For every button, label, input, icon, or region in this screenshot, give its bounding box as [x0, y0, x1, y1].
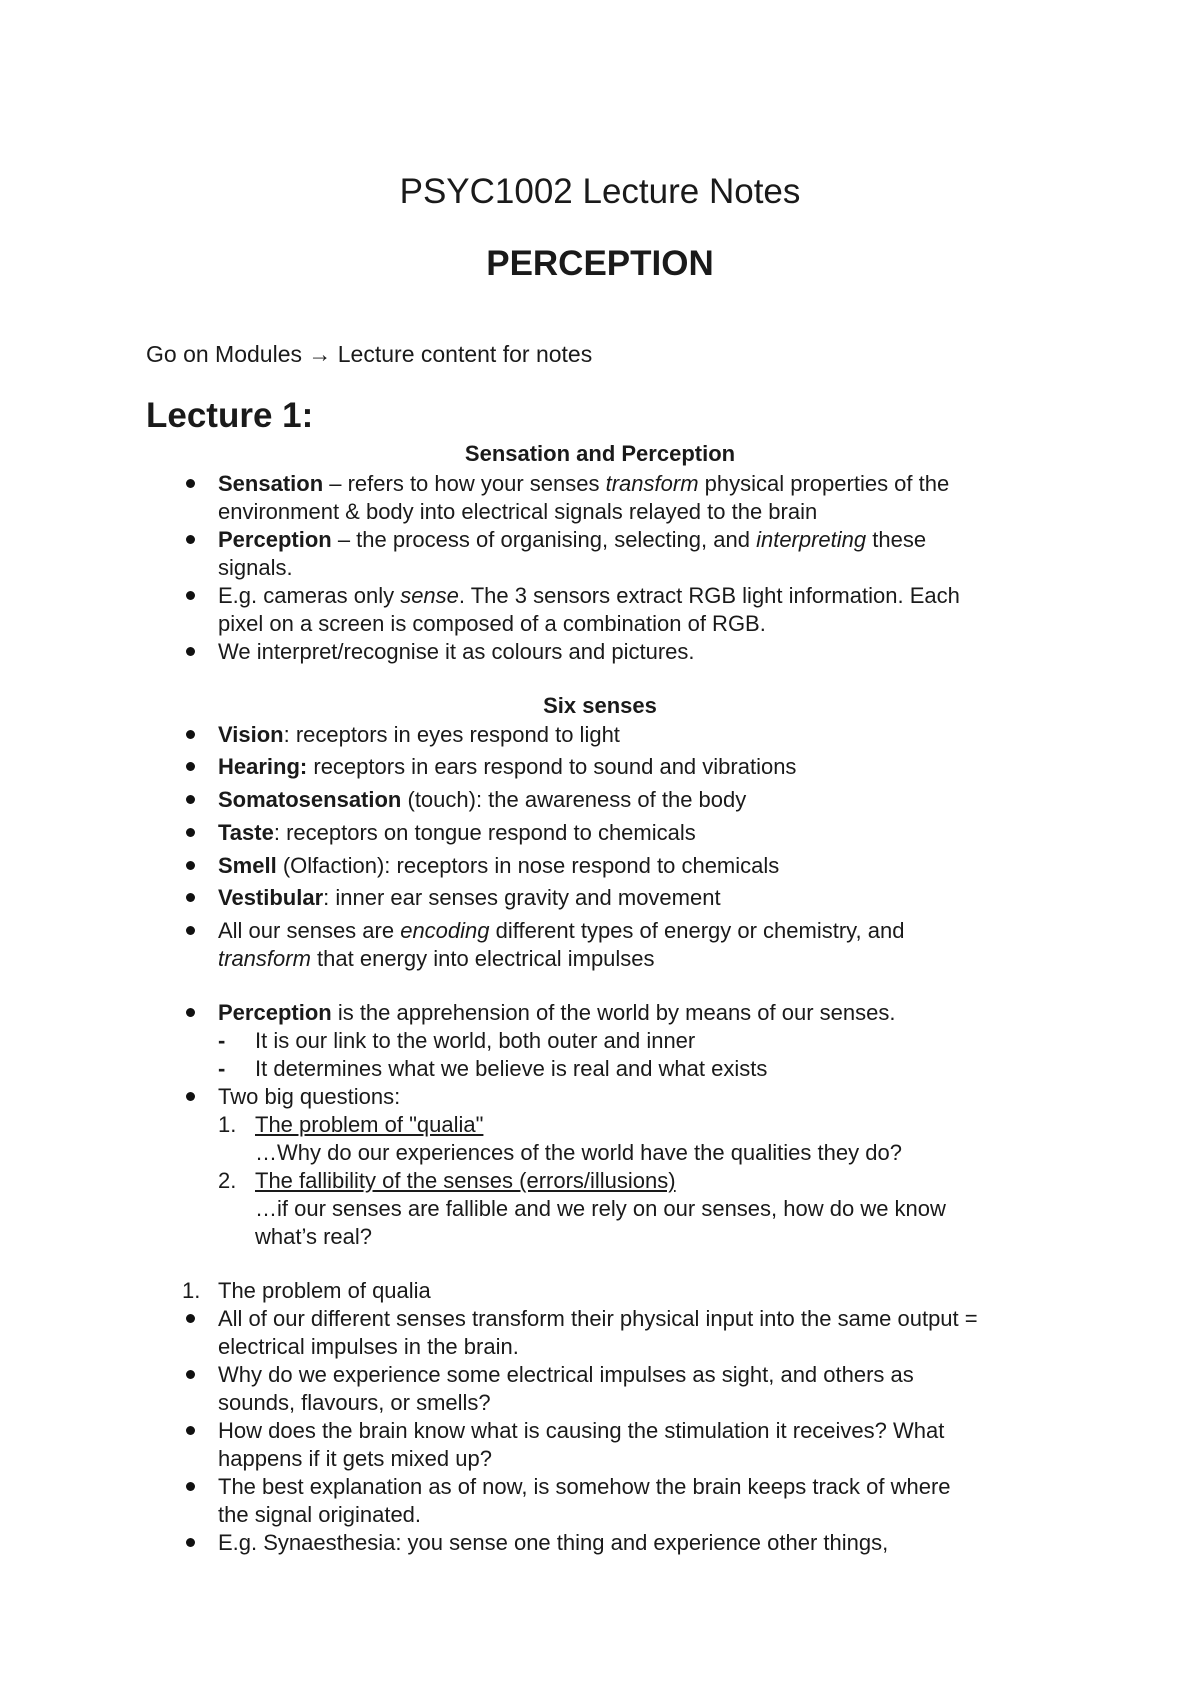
document-page: PSYC1002 Lecture Notes PERCEPTION Go on Modules → Lecture content for notes Lecture 1: Sensation and Perception Sensation – refers to how your senses transform physical properties of the environment & body into electrical signals relayed to the brain Perception – the process of organising, selecting, and interpreting these signals. E.g. cameras only sense. The 3 sensors extract RGB light information. Each pixel on a screen is composed of a combination of RGB. We interpret/recognise it as colours and pictures. Six senses Vision: receptors in eyes respond to light Hearing: receptors in ears respond to sound and vibrations Somatosensation (touch): the awareness of the body Taste: receptors on tongue respond to chemicals Smell (Olfaction): receptors in nose respond to chemicals Vestibular: inner ear senses gravity and movement All our senses are encoding different types of energy or chemistry, and transform that energy into electrical impulses Perception is the apprehension of the world by means of our senses. - It is our link to the world, both outer and inner - It determines what we believe is real and what exists Two big questions: 1. The problem of "qualia" …Why do our experiences of the world have the qualities they do? 2. The fallibility of the senses (errors/illusions) …if our senses are fallible and we rely on our senses, how do we know what’s real? 1. The problem of qualia All of our different senses transform their physical input into the same output = electrical impulses in the brain. Why do we experience some electrical impulses as sight, and others as sounds, flavours, or smells? How does the brain know what is causing the stimulation it receives? What happens if it gets mixed up? The best explanation as of now, is somehow the brain keeps track of where the signal originated. E.g. Synaesthesia: you sense one thing and experience other things,: [0, 0, 1200, 1698]
list-item-text: All of our different senses transform their physical input into the same output =: [218, 1306, 978, 1331]
bullet-icon: [186, 762, 195, 771]
bullet-icon: [186, 647, 195, 656]
intro-text-a: Go on Modules: [146, 341, 302, 367]
section-heading-sensation: Sensation and Perception: [464, 441, 736, 466]
bullet-icon: [186, 1426, 195, 1435]
bullet-icon: [186, 1008, 195, 1017]
document-title: PSYC1002 Lecture Notes: [399, 172, 801, 211]
bullet-icon: [186, 535, 195, 544]
list-item-text: Vestibular: inner ear senses gravity and movement: [218, 885, 721, 910]
list-item-text: E.g. cameras only sense. The 3 sensors extract RGB light information. Each: [218, 583, 960, 608]
bullet-icon: [186, 828, 195, 837]
list-item-text: Taste: receptors on tongue respond to chemicals: [218, 820, 696, 845]
list-item-text: Sensation – refers to how your senses transform physical properties of the: [218, 471, 950, 496]
bullet-icon: [186, 926, 195, 935]
list-item-text: Smell (Olfaction): receptors in nose respond to chemicals: [218, 853, 780, 878]
bullet-icon: [186, 591, 195, 600]
list-item-text: How does the brain know what is causing the stimulation it receives? What: [218, 1418, 945, 1443]
bullet-icon: [186, 861, 195, 870]
dash-marker: -: [218, 1056, 226, 1081]
list-item-text: Vision: receptors in eyes respond to light: [218, 722, 620, 747]
list-item-text: Perception is the apprehension of the world by means of our senses.: [218, 1000, 896, 1025]
bullet-icon: [186, 1482, 195, 1491]
dash-marker: -: [218, 1028, 226, 1053]
list-item-text: We interpret/recognise it as colours and pictures.: [218, 639, 695, 664]
list-item-text: E.g. Synaesthesia: you sense one thing and experience other things,: [218, 1530, 889, 1555]
bullet-icon: [186, 893, 195, 902]
bullet-icon: [186, 1370, 195, 1379]
bullet-icon: [186, 1092, 195, 1101]
list-item-text: Why do we experience some electrical impulses as sight, and others as: [218, 1362, 914, 1387]
bullet-icon: [186, 1314, 195, 1323]
intro-text-b: Lecture content for notes: [337, 341, 593, 367]
list-item-text: The best explanation as of now, is somehow the brain keeps track of where: [218, 1474, 951, 1499]
arrow-icon: →: [308, 341, 332, 367]
list-item-text: All our senses are encoding different types of energy or chemistry, and: [218, 918, 905, 943]
list-item-text: Hearing: receptors in ears respond to sound and vibrations: [218, 754, 797, 779]
section-heading-six-senses: Six senses: [543, 693, 657, 718]
list-item-text: Perception – the process of organising, selecting, and interpreting these: [218, 527, 927, 552]
document-heading: PERCEPTION: [486, 244, 714, 283]
bullet-icon: [186, 730, 195, 739]
lecture-heading: Lecture 1:: [146, 396, 314, 435]
intro-line: [146, 341, 592, 368]
list-item-text: Somatosensation (touch): the awareness of the body: [218, 787, 747, 812]
bullet-icon: [186, 1538, 195, 1547]
bullet-icon: [186, 479, 195, 488]
list-item-text: Two big questions:: [218, 1084, 401, 1109]
bullet-icon: [186, 795, 195, 804]
